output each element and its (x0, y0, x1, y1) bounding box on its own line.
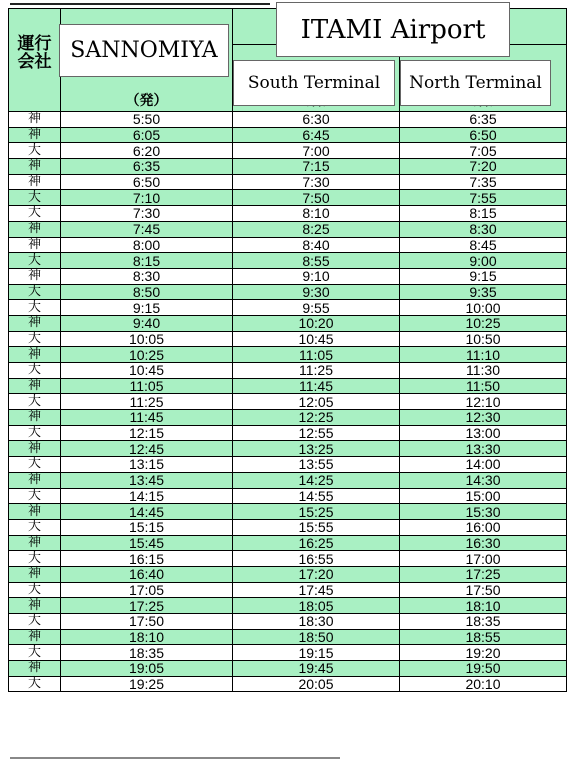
south-terminal-time-cell: 11:25 (233, 363, 400, 379)
departure-time-cell: 12:45 (61, 441, 233, 457)
operator-cell: 神 (9, 566, 61, 582)
south-terminal-time-cell: 7:30 (233, 174, 400, 190)
north-terminal-time-cell: 13:00 (400, 425, 567, 441)
north-terminal-time-cell: 6:50 (400, 127, 567, 143)
south-terminal-time-cell: 7:00 (233, 143, 400, 159)
table-row (9, 629, 567, 645)
bottom-cropped-footnote (0, 753, 578, 769)
departure-time-cell: 11:45 (61, 410, 233, 426)
operator-cell: 大 (9, 425, 61, 441)
table-row (9, 159, 567, 175)
operator-cell: 神 (9, 127, 61, 143)
operator-cell: 大 (9, 645, 61, 661)
south-terminal-label: South Terminal (247, 73, 381, 93)
south-terminal-time-cell: 13:25 (233, 441, 400, 457)
departure-time-cell: 6:35 (61, 159, 233, 175)
departure-time-cell: 18:10 (61, 629, 233, 645)
table-row (9, 488, 567, 504)
table-row (9, 598, 567, 614)
table-row (9, 441, 567, 457)
south-terminal-time-cell: 17:20 (233, 566, 400, 582)
departure-time-cell: 13:15 (61, 457, 233, 473)
north-terminal-time-cell: 17:25 (400, 566, 567, 582)
departure-time-cell: 10:25 (61, 347, 233, 363)
operator-cell: 大 (9, 457, 61, 473)
table-row (9, 457, 567, 473)
table-row (9, 253, 567, 269)
operator-cell: 神 (9, 661, 61, 677)
destination-label: ITAMI Airport (300, 14, 486, 45)
operator-cell: 神 (9, 237, 61, 253)
table-row (9, 127, 567, 143)
north-terminal-time-cell: 14:30 (400, 472, 567, 488)
south-terminal-label-box (233, 60, 395, 106)
operator-cell: 大 (9, 300, 61, 316)
operator-cell: 神 (9, 315, 61, 331)
north-terminal-time-cell: 19:20 (400, 645, 567, 661)
table-row (9, 425, 567, 441)
north-terminal-time-cell: 13:30 (400, 441, 567, 457)
operator-cell: 神 (9, 159, 61, 175)
departure-time-cell: 11:25 (61, 394, 233, 410)
table-row (9, 284, 567, 300)
south-terminal-time-cell: 13:55 (233, 457, 400, 473)
table-row (9, 676, 567, 692)
north-terminal-time-cell: 18:35 (400, 614, 567, 630)
north-terminal-time-cell: 10:50 (400, 331, 567, 347)
operator-cell: 神 (9, 472, 61, 488)
table-row (9, 190, 567, 206)
south-terminal-time-cell: 15:25 (233, 504, 400, 520)
south-terminal-time-cell: 7:50 (233, 190, 400, 206)
departure-time-cell: 11:05 (61, 378, 233, 394)
south-terminal-time-cell: 6:45 (233, 127, 400, 143)
north-terminal-time-cell: 8:45 (400, 237, 567, 253)
departure-time-cell: 14:15 (61, 488, 233, 504)
table-row (9, 519, 567, 535)
departure-time-cell: 12:15 (61, 425, 233, 441)
operator-cell: 大 (9, 551, 61, 567)
south-terminal-time-cell: 19:45 (233, 661, 400, 677)
south-terminal-time-cell: 10:20 (233, 315, 400, 331)
table-row (9, 378, 567, 394)
operator-cell: 大 (9, 488, 61, 504)
north-terminal-time-cell: 14:00 (400, 457, 567, 473)
north-terminal-time-cell: 9:00 (400, 253, 567, 269)
table-row (9, 582, 567, 598)
operator-cell: 大 (9, 143, 61, 159)
north-terminal-time-cell: 9:35 (400, 284, 567, 300)
south-terminal-time-cell: 12:05 (233, 394, 400, 410)
north-terminal-time-cell: 11:10 (400, 347, 567, 363)
north-terminal-time-cell: 18:10 (400, 598, 567, 614)
south-terminal-time-cell: 16:25 (233, 535, 400, 551)
departure-time-cell: 14:45 (61, 504, 233, 520)
departure-time-cell: 9:40 (61, 315, 233, 331)
north-terminal-label-box (400, 60, 551, 106)
table-row (9, 394, 567, 410)
operator-header-label: 運行 会社 (17, 34, 52, 72)
departure-time-cell: 7:45 (61, 221, 233, 237)
table-row (9, 300, 567, 316)
south-terminal-time-cell: 18:05 (233, 598, 400, 614)
departure-time-cell: 6:20 (61, 143, 233, 159)
departure-time-cell: 8:00 (61, 237, 233, 253)
operator-cell: 大 (9, 190, 61, 206)
departure-time-cell: 7:10 (61, 190, 233, 206)
south-terminal-time-cell: 7:15 (233, 159, 400, 175)
table-row (9, 551, 567, 567)
departure-time-cell: 15:15 (61, 519, 233, 535)
south-terminal-time-cell: 18:30 (233, 614, 400, 630)
operator-cell: 神 (9, 598, 61, 614)
departure-time-cell: 17:25 (61, 598, 233, 614)
south-terminal-time-cell: 14:25 (233, 472, 400, 488)
table-row (9, 268, 567, 284)
departure-time-cell: 17:05 (61, 582, 233, 598)
south-terminal-time-cell: 14:55 (233, 488, 400, 504)
departure-time-cell: 19:05 (61, 661, 233, 677)
departure-time-cell: 16:15 (61, 551, 233, 567)
departure-time-cell: 8:50 (61, 284, 233, 300)
departure-time-cell: 13:45 (61, 472, 233, 488)
table-row (9, 363, 567, 379)
departure-time-cell: 16:40 (61, 566, 233, 582)
departure-time-cell: 9:15 (61, 300, 233, 316)
south-terminal-time-cell: 9:55 (233, 300, 400, 316)
north-terminal-time-cell: 18:55 (400, 629, 567, 645)
departure-sub-label: （発） (125, 93, 168, 109)
north-terminal-time-cell: 12:30 (400, 410, 567, 426)
north-terminal-time-cell: 11:50 (400, 378, 567, 394)
north-terminal-time-cell: 17:50 (400, 582, 567, 598)
table-row (9, 331, 567, 347)
south-terminal-time-cell: 19:15 (233, 645, 400, 661)
south-terminal-time-cell: 20:05 (233, 676, 400, 692)
north-terminal-time-cell: 16:00 (400, 519, 567, 535)
north-terminal-time-cell: 7:35 (400, 174, 567, 190)
table-row (9, 206, 567, 222)
south-terminal-time-cell: 15:55 (233, 519, 400, 535)
operator-cell: 神 (9, 629, 61, 645)
departure-time-cell: 8:30 (61, 268, 233, 284)
operator-cell: 大 (9, 394, 61, 410)
operator-cell: 大 (9, 614, 61, 630)
operator-cell: 神 (9, 410, 61, 426)
departure-time-cell: 5:50 (61, 112, 233, 128)
north-terminal-time-cell: 8:15 (400, 206, 567, 222)
departure-time-cell: 15:45 (61, 535, 233, 551)
south-terminal-time-cell: 18:50 (233, 629, 400, 645)
destination-label-box (276, 2, 510, 57)
south-terminal-time-cell: 11:05 (233, 347, 400, 363)
origin-label: SANNOMIYA (70, 38, 218, 63)
south-terminal-time-cell: 12:25 (233, 410, 400, 426)
operator-cell: 大 (9, 519, 61, 535)
north-terminal-time-cell: 11:30 (400, 363, 567, 379)
south-terminal-time-cell: 9:30 (233, 284, 400, 300)
operator-cell: 神 (9, 347, 61, 363)
departure-time-cell: 18:35 (61, 645, 233, 661)
south-terminal-time-cell: 16:55 (233, 551, 400, 567)
operator-header (9, 9, 61, 112)
north-terminal-time-cell: 12:10 (400, 394, 567, 410)
table-row (9, 143, 567, 159)
timetable (8, 8, 567, 692)
table-row (9, 566, 567, 582)
operator-cell: 神 (9, 441, 61, 457)
south-terminal-time-cell: 9:10 (233, 268, 400, 284)
table-row (9, 410, 567, 426)
departure-time-cell: 6:50 (61, 174, 233, 190)
table-row (9, 347, 567, 363)
south-terminal-time-cell: 8:10 (233, 206, 400, 222)
operator-cell: 神 (9, 268, 61, 284)
operator-cell: 大 (9, 331, 61, 347)
operator-cell: 大 (9, 253, 61, 269)
north-terminal-time-cell: 16:30 (400, 535, 567, 551)
table-row (9, 315, 567, 331)
south-terminal-time-cell: 8:55 (233, 253, 400, 269)
table-row (9, 221, 567, 237)
departure-time-cell: 10:05 (61, 331, 233, 347)
north-terminal-time-cell: 7:05 (400, 143, 567, 159)
north-terminal-time-cell: 7:55 (400, 190, 567, 206)
operator-cell: 神 (9, 112, 61, 128)
operator-cell: 大 (9, 363, 61, 379)
table-row (9, 504, 567, 520)
north-terminal-time-cell: 10:25 (400, 315, 567, 331)
operator-cell: 神 (9, 504, 61, 520)
departure-time-cell: 8:15 (61, 253, 233, 269)
south-terminal-time-cell: 8:40 (233, 237, 400, 253)
table-row (9, 472, 567, 488)
table-row (9, 535, 567, 551)
table-row (9, 174, 567, 190)
table-row (9, 112, 567, 128)
north-terminal-label: North Terminal (409, 73, 542, 93)
south-terminal-time-cell: 17:45 (233, 582, 400, 598)
departure-time-cell: 6:05 (61, 127, 233, 143)
north-terminal-time-cell: 17:00 (400, 551, 567, 567)
operator-cell: 神 (9, 378, 61, 394)
table-row (9, 614, 567, 630)
north-terminal-time-cell: 15:30 (400, 504, 567, 520)
north-terminal-time-cell: 19:50 (400, 661, 567, 677)
operator-cell: 大 (9, 582, 61, 598)
south-terminal-time-cell: 12:55 (233, 425, 400, 441)
operator-cell: 神 (9, 221, 61, 237)
departure-time-cell: 7:30 (61, 206, 233, 222)
north-terminal-time-cell: 15:00 (400, 488, 567, 504)
north-terminal-time-cell: 10:00 (400, 300, 567, 316)
north-terminal-time-cell: 9:15 (400, 268, 567, 284)
departure-time-cell: 10:45 (61, 363, 233, 379)
table-row (9, 661, 567, 677)
operator-cell: 神 (9, 174, 61, 190)
origin-label-box (59, 24, 229, 77)
north-terminal-time-cell: 20:10 (400, 676, 567, 692)
north-terminal-time-cell: 6:35 (400, 112, 567, 128)
departure-time-cell: 17:50 (61, 614, 233, 630)
south-terminal-time-cell: 8:25 (233, 221, 400, 237)
departure-time-cell: 19:25 (61, 676, 233, 692)
operator-cell: 神 (9, 535, 61, 551)
operator-cell: 大 (9, 676, 61, 692)
operator-cell: 大 (9, 206, 61, 222)
operator-cell: 大 (9, 284, 61, 300)
north-terminal-time-cell: 7:20 (400, 159, 567, 175)
south-terminal-time-cell: 11:45 (233, 378, 400, 394)
south-terminal-time-cell: 6:30 (233, 112, 400, 128)
north-terminal-time-cell: 8:30 (400, 221, 567, 237)
south-terminal-time-cell: 10:45 (233, 331, 400, 347)
table-row (9, 237, 567, 253)
table-row (9, 645, 567, 661)
